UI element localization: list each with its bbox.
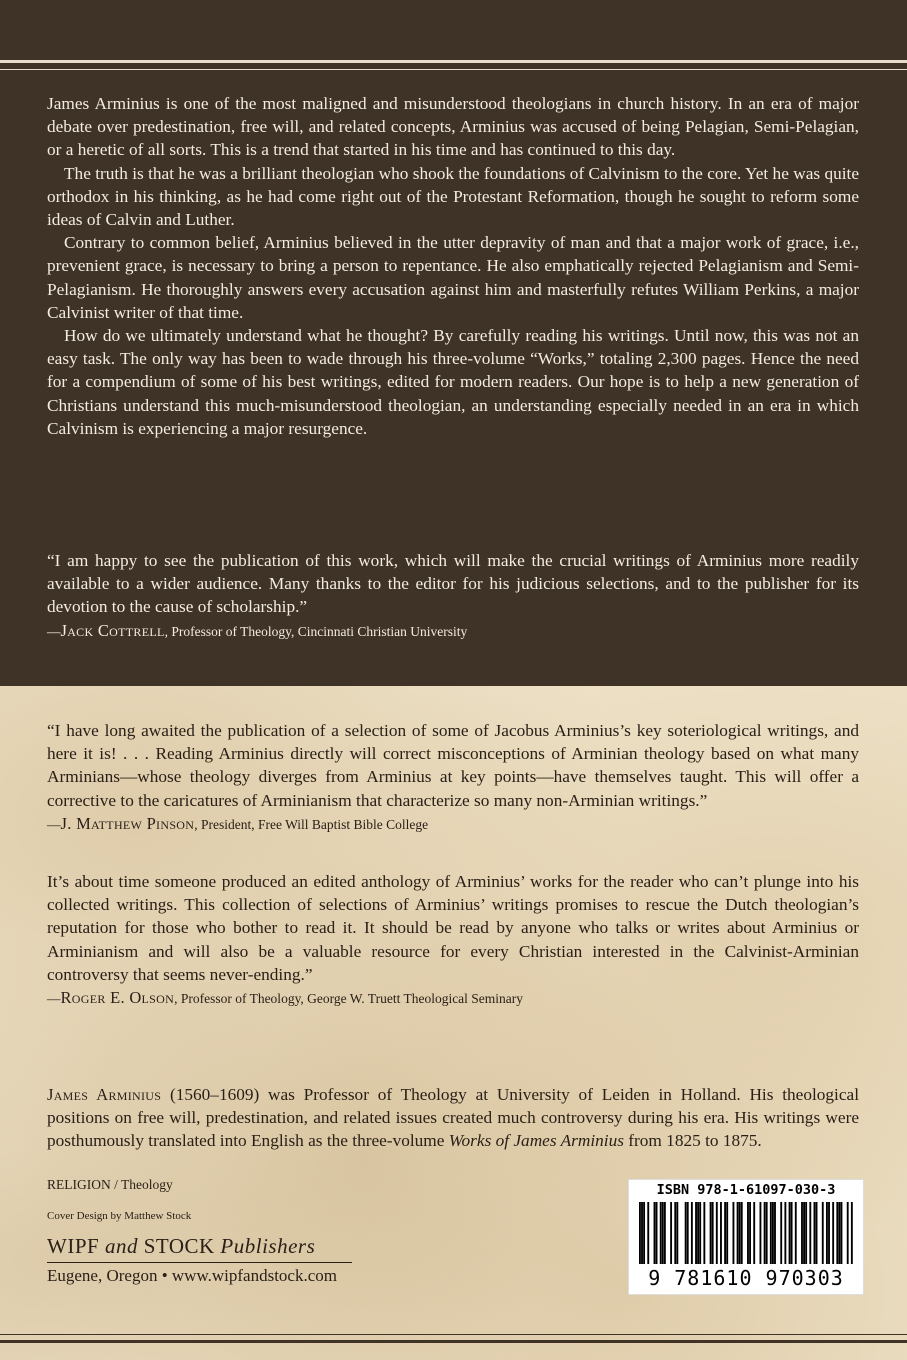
bio-text-after: from 1825 to 1875. xyxy=(623,1131,762,1151)
barcode-bar xyxy=(676,1202,678,1264)
barcode-bar xyxy=(749,1202,751,1264)
endorsement-quote: “I have long awaited the publication of a selection of some of Jacobus Arminius’s key soteriological writings, and here it is! . . . Reading Arminius directly will correct misconceptions of Arminian theology based on what many Arminians—whose theology diverges from Arminius at key points—have themselves taught. This will offer a corrective to the caricatures of Arminianism that characterize so many non-Arminian writings.” xyxy=(47,721,859,810)
barcode-bar xyxy=(670,1202,672,1264)
barcode-bar xyxy=(841,1202,843,1264)
barcode-bar xyxy=(760,1202,762,1264)
attribution-dash: — xyxy=(47,816,61,832)
publisher-name-publishers: Publishers xyxy=(220,1234,316,1258)
barcode-bar xyxy=(643,1202,645,1264)
barcode-bar xyxy=(656,1202,658,1264)
barcode-bar xyxy=(674,1202,676,1264)
barcode-bar xyxy=(772,1202,774,1264)
barcode-bar xyxy=(838,1202,840,1264)
barcode-bar xyxy=(716,1202,718,1264)
bio-book-title: Works of James Arminius xyxy=(448,1131,624,1151)
barcode-bar xyxy=(741,1202,743,1264)
endorsement-quote: It’s about time someone produced an edited anthology of Arminius’ works for the reader who can’t plunge into his collected writings. This collection of selections of Arminius’ writings promises to rescue the Dutch theologian’s reputation for those who bother to read it. It should be read by anyone who talks or writes about Arminius or Arminianism and will also be a valuable resource for every Christian interested in the Calvinist-Arminian controversy that seems never-ending.” xyxy=(47,872,859,984)
barcode-bar xyxy=(724,1202,726,1264)
barcode-bar xyxy=(720,1202,722,1264)
barcode-bar xyxy=(733,1202,735,1264)
barcode-bar xyxy=(774,1202,776,1264)
endorsement-attribution xyxy=(47,619,859,643)
endorser-title: , Professor of Theology, Cincinnati Christian University xyxy=(164,623,468,639)
barcode-bar xyxy=(710,1202,712,1264)
barcode-bar xyxy=(828,1202,830,1264)
barcode-bar xyxy=(784,1202,786,1264)
barcode-bar xyxy=(685,1202,687,1264)
barcode-bar xyxy=(795,1202,797,1264)
barcode-bar xyxy=(832,1202,834,1264)
barcode-bar xyxy=(753,1202,755,1264)
author-name: James Arminius xyxy=(47,1085,162,1104)
barcode-bar xyxy=(641,1202,643,1264)
description-paragraph: The truth is that he was a brilliant theologian who shook the foundations of Calvinism to the core. Yet he was quite orthodox in his thinking, as he had come right out of the Protestant Reformation, though he sought to reform some ideas of Calvin and Luther. xyxy=(47,163,859,230)
publisher-rule xyxy=(47,1262,352,1263)
endorser-title: , President, Free Will Baptist Bible College xyxy=(194,816,429,832)
category-label: RELIGION / Theology xyxy=(47,1177,173,1192)
barcode-bar xyxy=(826,1202,828,1264)
barcode-bar xyxy=(712,1202,714,1264)
publisher-location: Eugene, Oregon • www.wipfandstock.com xyxy=(47,1266,337,1285)
barcode-bar xyxy=(691,1202,693,1264)
barcode-bar xyxy=(660,1202,662,1264)
endorsement-attribution xyxy=(47,986,859,1010)
parchment-panel xyxy=(0,686,907,1360)
endorsement-quote: “I am happy to see the publication of this work, which will make the crucial writings of Arminius more readily available to a wider audience. Many thanks to the editor for his judicious selections, and to the publisher for its devotion to the cause of scholarship.” xyxy=(47,551,859,617)
bottom-rule-thin xyxy=(0,1334,907,1335)
barcode-bar xyxy=(791,1202,793,1264)
barcode-bar xyxy=(764,1202,766,1264)
barcode-bar xyxy=(747,1202,749,1264)
barcode-bar xyxy=(737,1202,739,1264)
barcode-bar xyxy=(739,1202,741,1264)
top-rule-thick xyxy=(0,60,907,63)
barcode-bar xyxy=(695,1202,697,1264)
barcode-bar xyxy=(697,1202,699,1264)
isbn-label: ISBN 978-1-61097-030-3 xyxy=(656,1182,836,1198)
barcode-bar xyxy=(803,1202,805,1264)
top-rule-thin xyxy=(0,69,907,70)
publisher-logo xyxy=(47,1234,315,1259)
barcode-bar xyxy=(662,1202,664,1264)
barcode-bar xyxy=(687,1202,689,1264)
barcode-bar xyxy=(851,1202,853,1264)
barcode-bar xyxy=(814,1202,816,1264)
cover-design-credit: Cover Design by Matthew Stock xyxy=(47,1210,192,1222)
bottom-rule-thick xyxy=(0,1340,907,1343)
barcode-bar xyxy=(780,1202,782,1264)
publisher-name-wipf: WIPF xyxy=(47,1234,105,1258)
endorser-title: , Professor of Theology, George W. Truett Theological Seminary xyxy=(174,991,524,1007)
isbn-barcode xyxy=(628,1179,864,1295)
barcode-bar xyxy=(664,1202,666,1264)
barcode-bar xyxy=(647,1202,649,1264)
attribution-dash: — xyxy=(47,991,61,1007)
barcode-bar xyxy=(766,1202,768,1264)
ean-digits: 9 781610 970303 xyxy=(648,1266,844,1290)
barcode-bar xyxy=(836,1202,838,1264)
barcode-bar xyxy=(639,1202,641,1264)
bio-text xyxy=(47,1083,859,1153)
barcode-bar xyxy=(801,1202,803,1264)
endorsement-cottrell xyxy=(47,549,859,643)
description-paragraph: Contrary to common belief, Arminius believed in the utter depravity of man and that a major work of grace, i.e., prevenient grace, is necessary to bring a person to repentance. He also emphatically rejected Pelagianism and Semi-Pelagianism. He thoroughly answers every accusation against him and masterfully refutes William Perkins, a major Calvinist writer of that time. xyxy=(47,233,859,322)
barcode-bar xyxy=(822,1202,824,1264)
endorser-name: Jack Cottrell xyxy=(60,620,165,640)
endorsement-attribution xyxy=(47,812,859,836)
publisher-name-and: and xyxy=(104,1234,138,1258)
barcode-bar xyxy=(654,1202,656,1264)
endorsement-olson xyxy=(47,870,859,1010)
publisher-name-stock: STOCK xyxy=(137,1234,221,1258)
barcode-bar xyxy=(703,1202,705,1264)
endorser-name: J. Matthew Pinson xyxy=(60,813,195,833)
endorsement-pinson xyxy=(47,719,859,836)
barcode-bar xyxy=(726,1202,728,1264)
barcode-bar xyxy=(816,1202,818,1264)
endorser-name: Roger E. Olson xyxy=(60,988,175,1008)
barcode-bar xyxy=(699,1202,701,1264)
attribution-dash: — xyxy=(47,623,61,639)
description-paragraph: How do we ultimately understand what he thought? By carefully reading his writings. Until now, this was not an easy task. The only way has been to wade through his three-volume “Works,” totaling 2,300 pages. Hence the need for a compendium of some of his best writings, edited for modern readers. Our hope is to help a new generation of Christians understand this much-misunderstood theologian, an understanding especially needed in an era in which Calvinism is experiencing a major resurgence. xyxy=(47,326,859,438)
author-bio xyxy=(47,1083,859,1153)
barcode-bar xyxy=(770,1202,772,1264)
barcode-bar xyxy=(847,1202,849,1264)
bio-text-before: (1560–1609) was Professor of Theology at University of Leiden in Holland. His theological positions on free will, predestination, and related issues created much controversy during his era. His writings were posthumously translated into English as the three-volume xyxy=(47,1085,859,1151)
barcode-bar xyxy=(805,1202,807,1264)
description-paragraph: James Arminius is one of the most maligned and misunderstood theologians in church history. In an era of major debate over predestination, free will, and related concepts, Arminius was accused of being Pelagian, Semi-Pelagian, or a heretic of all sorts. This is a trend that started in his time and has continued to this day. xyxy=(47,94,859,160)
barcode-bar xyxy=(809,1202,811,1264)
barcode-bars xyxy=(639,1202,853,1264)
barcode-bar xyxy=(789,1202,791,1264)
book-description xyxy=(47,92,859,440)
